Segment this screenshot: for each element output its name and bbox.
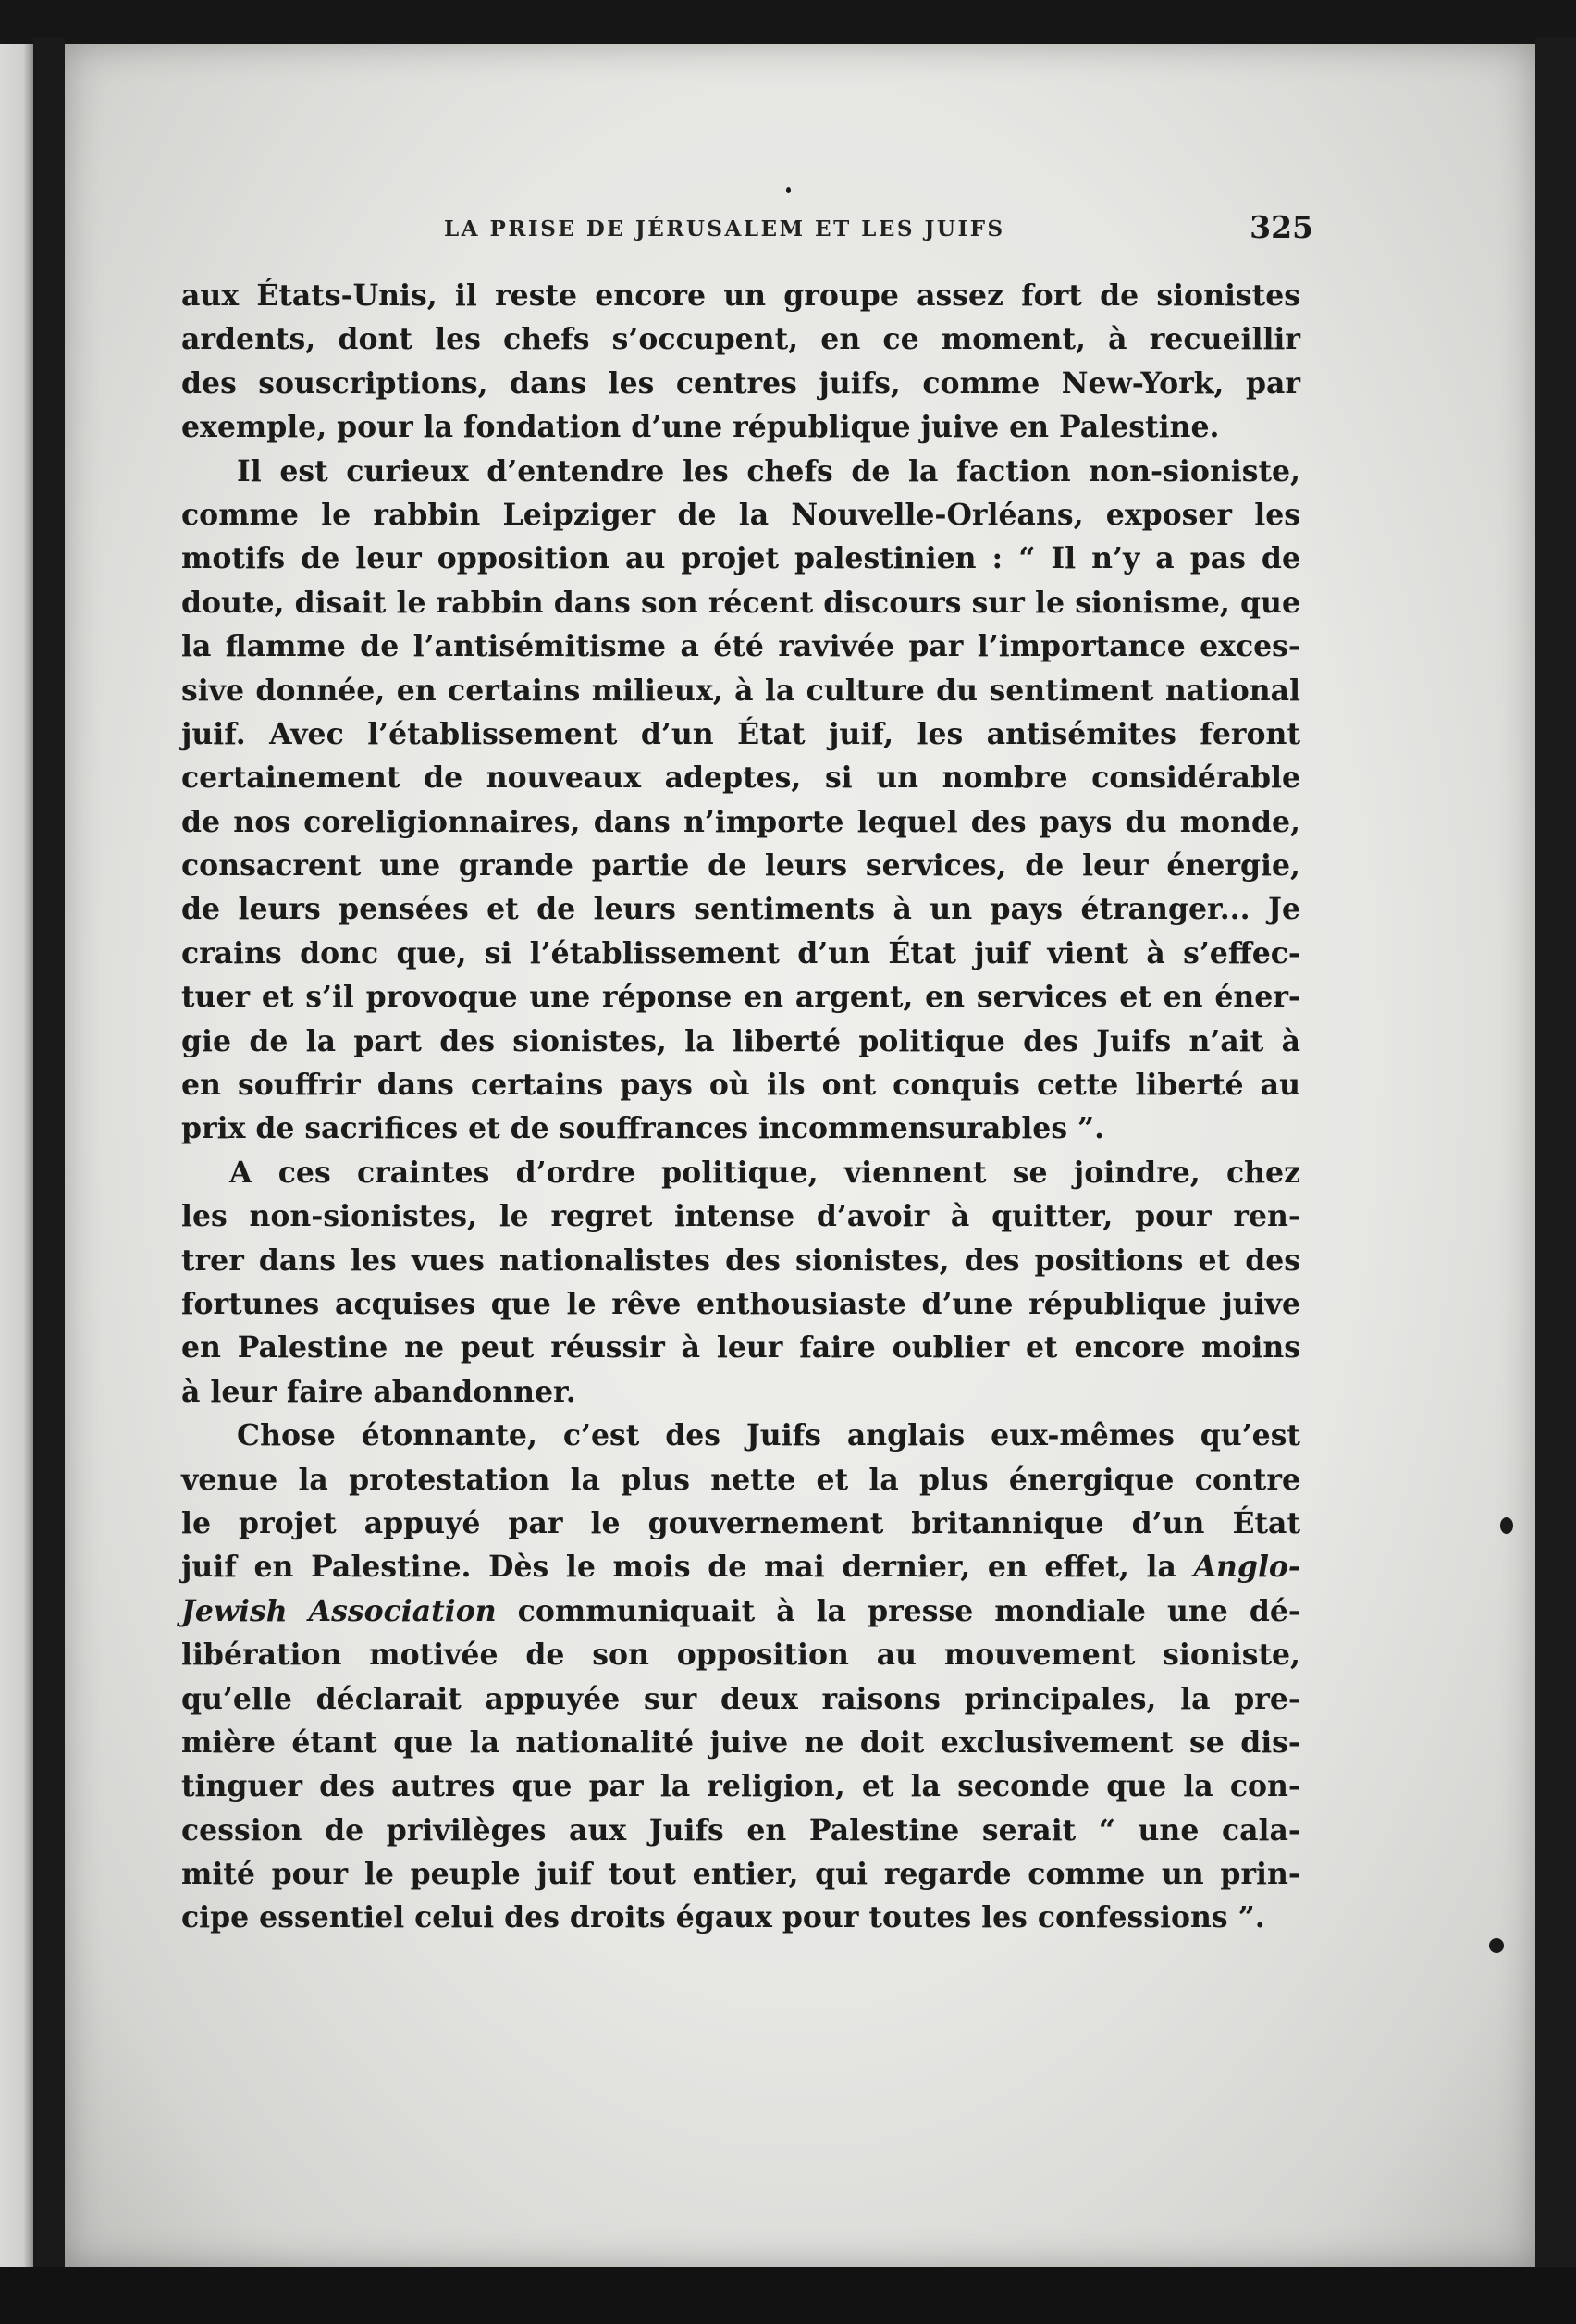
text-line: de leurs pensées et de leurs sentiments à un pays étranger... Je (181, 892, 1300, 927)
text-line: exemple, pour la fondation d’une république juive en Palestine. (181, 410, 1220, 445)
text-line: mière étant que la nationalité juive ne doit exclusivement se dis- (181, 1724, 1300, 1760)
page-number: 325 (1250, 209, 1313, 245)
text-line: certainement de nouveaux adeptes, si un nombre considérable (181, 760, 1300, 796)
running-head (176, 209, 1313, 252)
text-line: qu’elle déclarait appuyée sur deux raisons principales, la pre- (181, 1681, 1300, 1716)
text-line: fortunes acquises que le rêve enthousiaste d’une république juive (181, 1286, 1300, 1321)
text-line: A ces craintes d’ordre politique, viennent se joindre, chez (229, 1155, 1300, 1190)
text-line-part: communiquait à la presse mondiale une dé- (517, 1593, 1301, 1628)
scan-dust-speck (786, 187, 791, 193)
text-line: les non-sionistes, le regret intense d’avoir à quitter, pour ren- (181, 1199, 1300, 1234)
text-line: cipe essentiel celui des droits égaux pour toutes les confessions ”. (181, 1900, 1265, 1935)
scan-dust-speck (1489, 1938, 1504, 1953)
text-line: ardents, dont les chefs s’occupent, en ce moment, à recueillir (181, 322, 1300, 357)
scan-border-right (1535, 37, 1576, 2276)
text-line: prix de sacrifices et de souffrances incommensurables ”. (181, 1111, 1105, 1146)
text-line: de nos coreligionnaires, dans n’importe lequel des pays du monde, (181, 804, 1300, 839)
text-line: sive donnée, en certains milieux, à la culture du sentiment national (181, 673, 1300, 708)
scan-border-bottom (0, 2267, 1576, 2324)
text-line: crains donc que, si l’établissement d’un État juif vient à s’effec- (181, 935, 1300, 970)
text-line: à leur faire abandonner. (181, 1374, 576, 1409)
text-line: tuer et s’il provoque une réponse en argent, en services et en éner- (181, 980, 1300, 1015)
text-line: gie de la part des sionistes, la liberté politique des Juifs n’ait à (181, 1023, 1300, 1058)
text-line: aux États-Unis, il reste encore un groupe assez fort de sionistes (181, 278, 1300, 313)
page-gutter-shadow (33, 37, 65, 2276)
text-line (181, 1545, 1300, 1588)
text-line: en souffrir dans certains pays où ils ont conquis cette liberté au (181, 1068, 1300, 1103)
scan-border-top (0, 0, 1576, 48)
italic-term: Anglo- (1193, 1550, 1300, 1585)
scan-dust-speck (1500, 1517, 1513, 1534)
text-line-part: juif en Palestine. Dès le mois de mai dernier, en effet, la (181, 1550, 1176, 1585)
text-line: juif. Avec l’établissement d’un État juif, les antisémites feront (181, 716, 1300, 751)
running-title: LA PRISE DE JÉRUSALEM ET LES JUIFS (444, 216, 1005, 241)
text-line: des souscriptions, dans les centres juifs, comme New-York, par (181, 365, 1300, 401)
text-line: tinguer des autres que par la religion, et la seconde que la con- (181, 1769, 1300, 1804)
text-line: venue la protestation la plus nette et la plus énergique contre (181, 1462, 1300, 1497)
text-line: consacrent une grande partie de leurs services, de leur énergie, (181, 848, 1300, 884)
text-line: comme le rabbin Leipziger de la Nouvelle-Orléans, exposer les (181, 497, 1300, 532)
text-line: Chose étonnante, c’est des Juifs anglais eux-mêmes qu’est (237, 1418, 1300, 1453)
text-line: la flamme de l’antisémitisme a été ravivée par l’importance exces- (181, 629, 1300, 664)
text-line: cession de privilèges aux Juifs en Palestine serait “ une cala- (181, 1812, 1300, 1848)
text-line: motifs de leur opposition au projet palestinien : “ Il n’y a pas de (181, 541, 1300, 576)
text-line: mité pour le peuple juif tout entier, qui regarde comme un prin- (181, 1857, 1300, 1892)
text-line: Il est curieux d’entendre les chefs de la faction non-sioniste, (237, 453, 1300, 488)
text-line: en Palestine ne peut réussir à leur faire oublier et encore moins (181, 1330, 1300, 1366)
italic-term: Jewish Association (181, 1593, 497, 1628)
text-line: doute, disait le rabbin dans son récent discours sur le sionisme, que (181, 585, 1300, 620)
adjacent-page-edge (0, 44, 33, 2274)
text-line: le projet appuyé par le gouvernement britannique d’un État (181, 1505, 1300, 1540)
body-text (181, 274, 1300, 1940)
text-line (181, 1589, 1300, 1633)
text-line: libération motivée de son opposition au mouvement sioniste, (181, 1638, 1300, 1673)
text-line: trer dans les vues nationalistes des sionistes, des positions et des (181, 1242, 1300, 1278)
